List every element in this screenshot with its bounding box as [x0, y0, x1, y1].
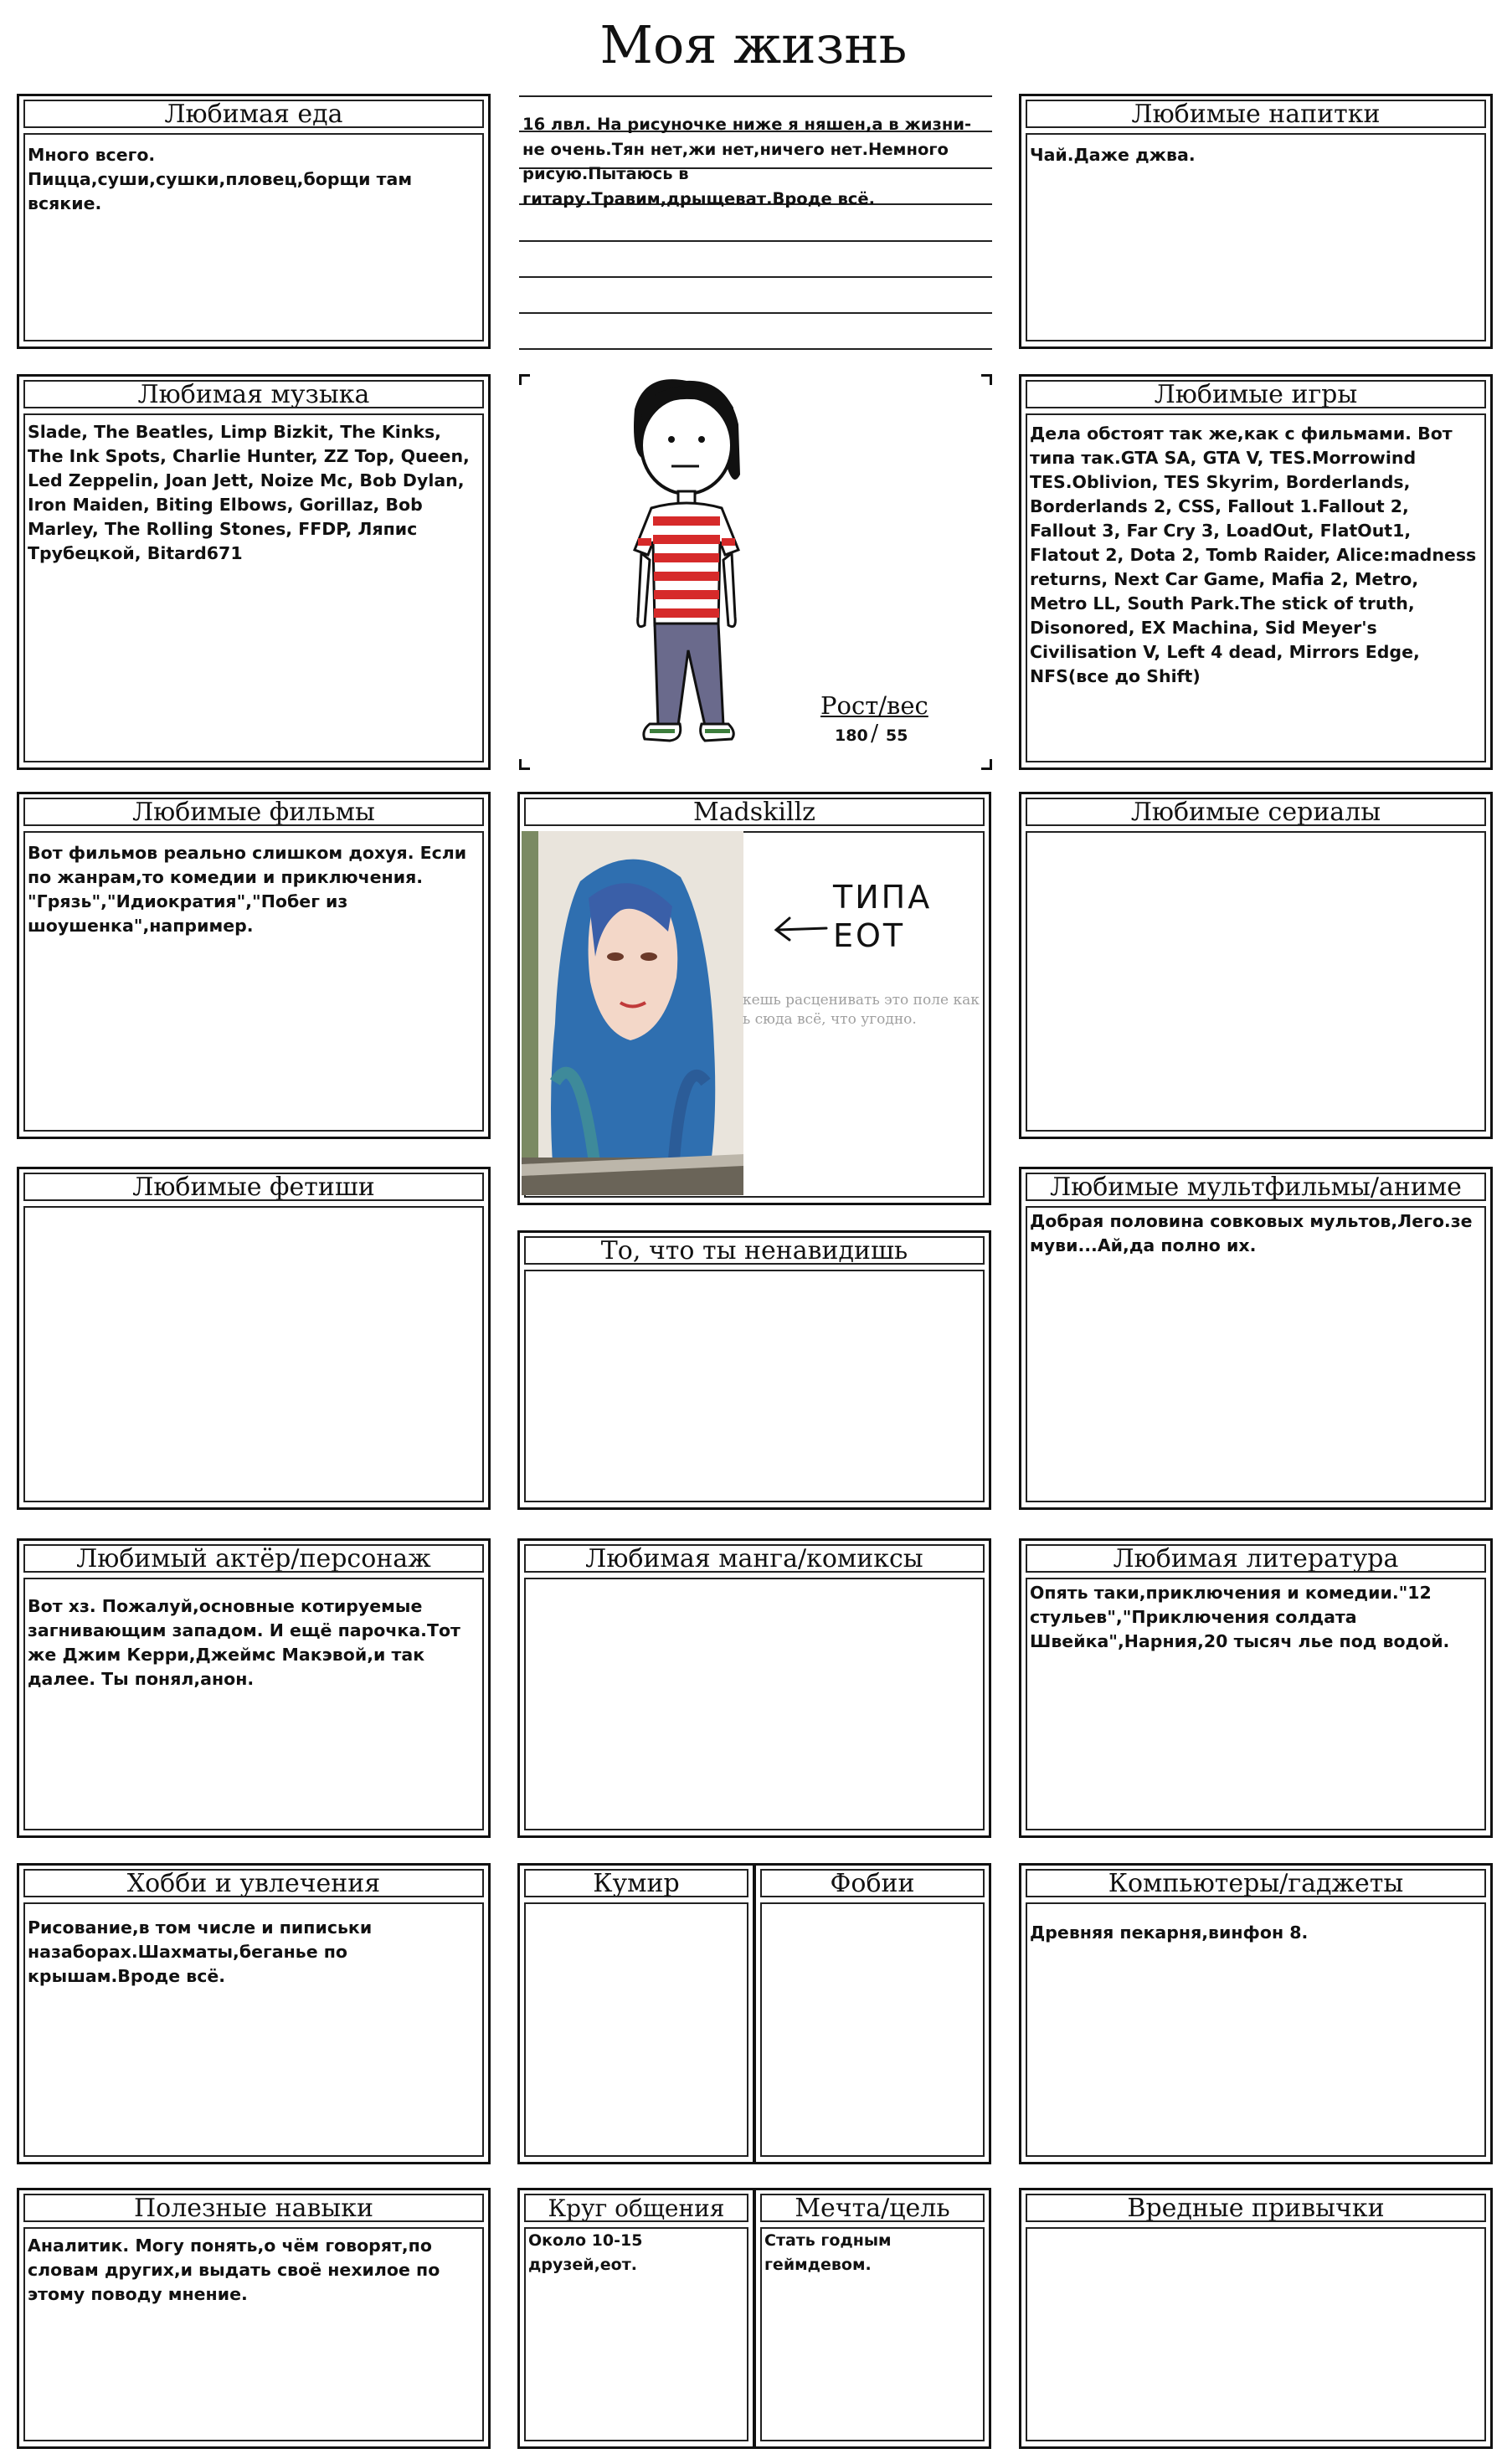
panel-gadgets-title: Компьютеры/гаджеты: [1026, 1869, 1486, 1897]
panel-drinks-text: Чай.Даже джва.: [1030, 145, 1196, 165]
panel-circle-text: Около 10-15 друзей,еот.: [528, 2231, 643, 2274]
panel-food-title: Любимая еда: [23, 100, 484, 128]
ghost-text-line-2: ь сюда всё, что угодно.: [743, 1011, 917, 1028]
panel-phobias-body: [760, 1902, 985, 2157]
panel-gadgets: [1019, 1863, 1493, 2164]
arrow-left-icon: [771, 911, 830, 945]
page-title: Моя жизнь: [599, 14, 908, 75]
panel-madskillz: [517, 792, 991, 1205]
panel-actor-title: Любимый актёр/персонаж: [23, 1544, 484, 1573]
panel-manga-body: [524, 1578, 985, 1830]
panel-music-title: Любимая музыка: [23, 380, 484, 408]
panel-films: [17, 792, 491, 1139]
panel-actor-text: Вот хз. Пожалуй,основные котируемые загнивающим западом. И ещё парочка.Тот же Джим Керри,Джеймс Макэвой,и так далее. Ты понял,анон.: [28, 1596, 460, 1689]
panel-gadgets-text: Древняя пекарня,винфон 8.: [1030, 1922, 1309, 1943]
panel-fetish-title: Любимые фетиши: [23, 1173, 484, 1201]
panel-dream: [754, 2188, 991, 2449]
panel-series: [1019, 792, 1493, 1139]
panel-idol-body: [524, 1902, 748, 2157]
panel-hate: [517, 1230, 991, 1510]
panel-phobias-title: Фобии: [760, 1869, 985, 1897]
panel-films-text: Вот фильмов реально слишком дохуя. Если по жанрам,то комедии и приключения. "Грязь","Идиократия","Побег из шоушенка",например.: [28, 843, 467, 936]
panel-games-title: Любимые игры: [1026, 380, 1486, 408]
panel-music: [17, 374, 491, 770]
panel-cartoons: [1019, 1167, 1493, 1510]
panel-cartoons-title: Любимые мультфильмы/аниме: [1026, 1173, 1486, 1201]
panel-fetish-body: [23, 1206, 484, 1502]
panel-games: [1019, 374, 1493, 770]
panel-literature-title: Любимая литература: [1026, 1544, 1486, 1573]
panel-skills: [17, 2188, 491, 2449]
panel-series-title: Любимые сериалы: [1026, 798, 1486, 826]
drawing-photo: [522, 831, 743, 1195]
panel-habits-title: Вредные привычки: [1026, 2194, 1486, 2222]
panel-hobby: [17, 1863, 491, 2164]
panel-fetish: [17, 1167, 491, 1510]
panel-circle: [517, 2188, 755, 2449]
panel-hobby-title: Хобби и увлечения: [23, 1869, 484, 1897]
panel-madskillz-title: Madskillz: [524, 798, 985, 826]
panel-hobby-text: Рисование,в том числе и пиписьки назаборах.Шахматы,беганье по крышам.Вроде всё.: [28, 1917, 373, 1986]
handwritten-caption: ТИПА ЕОТ: [833, 879, 933, 954]
panel-games-text: Дела обстоят так же,как с фильмами. Вот типа так.GTA SA, GTA V, TES.Morrowind TES.Oblivion, TES Skyrim, Borderlands, Borderlands 2, CSS, Fallout 1.Fallout 2, Fallout 3, Far Cry 3, LoadOut, FlatOut1, Flatout 2, Dota 2, Tomb Raider, Alice:madness returns, Next Car Game, Mafia 2, Metro, Metro LL, South Park.The stick of truth, Disonored, EX Machina, Sid Meyer's Civilisation V, Left 4 dead, Mirrors Edge, NFS(все до Shift): [1030, 424, 1477, 686]
panel-manga: [517, 1538, 991, 1838]
panel-idol: [517, 1863, 755, 2164]
panel-cartoons-text: Добрая половина совковых мультов,Лего.зе муви...Ай,да полно их.: [1030, 1211, 1473, 1255]
panel-drinks-title: Любимые напитки: [1026, 100, 1486, 128]
height-weight-separator: /: [871, 721, 879, 747]
panel-drinks: [1019, 94, 1493, 349]
panel-food-text: Много всего. Пицца,суши,сушки,пловец,борщи там всякие.: [28, 145, 413, 213]
panel-food: [17, 94, 491, 349]
weight-value: 55: [886, 726, 908, 745]
height-weight-label: Рост/вес: [820, 691, 928, 720]
panel-phobias: [754, 1863, 991, 2164]
panel-hate-body: [524, 1270, 985, 1502]
intro-text: 16 лвл. На рисуночке ниже я няшен,а в жизни-не очень.Тян нет,жи нет,ничего нет.Немного рисую.Пытаюсь в гитару.Травим,дрыщеват.Вроде всё.: [522, 115, 972, 208]
panel-dream-title: Мечта/цель: [760, 2194, 985, 2222]
ghost-text-line-1: кешь расценивать это поле как: [743, 992, 980, 1009]
panel-hate-title: То, что ты ненавидишь: [524, 1236, 985, 1265]
panel-circle-title: Круг общения: [524, 2194, 748, 2222]
panel-dream-text: Стать годным геймдевом.: [764, 2231, 892, 2274]
panel-actor: [17, 1538, 491, 1838]
height-value: 180: [835, 726, 868, 745]
panel-habits-body: [1026, 2227, 1486, 2441]
panel-manga-title: Любимая манга/комиксы: [524, 1544, 985, 1573]
panel-literature-text: Опять таки,приключения и комедии."12 стульев","Приключения солдата Швейка",Нарния,20 тысяч лье под водой.: [1030, 1583, 1450, 1651]
panel-literature: [1019, 1538, 1493, 1838]
intro-lines: [519, 92, 992, 352]
panel-series-body: [1026, 831, 1486, 1132]
panel-habits: [1019, 2188, 1493, 2449]
panel-skills-text: Аналитик. Могу понять,о чём говорят,по словам других,и выдать своё нехилое по этому поводу мнение.: [28, 2236, 440, 2304]
panel-music-text: Slade, The Beatles, Limp Bizkit, The Kinks, The Ink Spots, Charlie Hunter, ZZ Top, Queen, Led Zeppelin, Joan Jett, Noize Mc, Bob Dylan, Iron Maiden, Biting Elbows, Gorillaz, Bob Marley, The Rolling Stones, FFDP, Ляпис Трубецкой, Bitard671: [28, 422, 470, 563]
panel-films-title: Любимые фильмы: [23, 798, 484, 826]
panel-skills-title: Полезные навыки: [23, 2194, 484, 2222]
panel-idol-title: Кумир: [524, 1869, 748, 1897]
